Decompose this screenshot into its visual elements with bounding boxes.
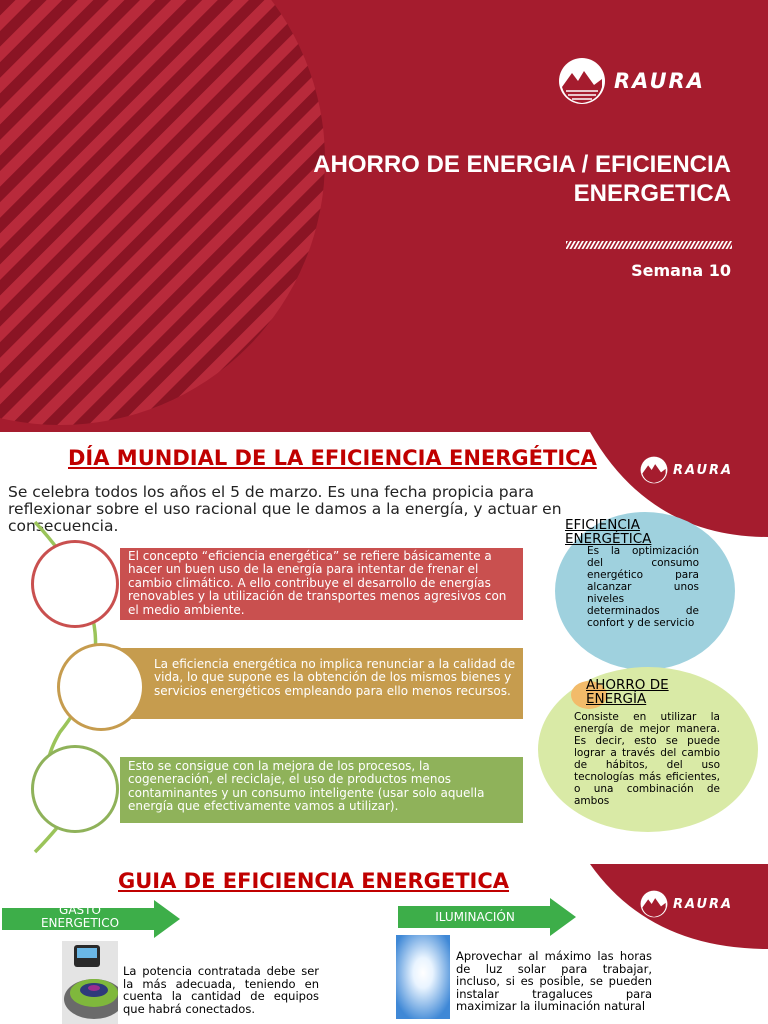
mountain-icon xyxy=(558,57,606,105)
efficiency-heading: EFICIENCIA ENERGÉTICA xyxy=(565,517,652,547)
brand-name: RAURA xyxy=(614,69,705,93)
brand-name: RAURA xyxy=(673,462,734,478)
process-text: Esto se consigue con la mejora de los procesos, la cogeneración, el reciclaje, el uso de productos menos contaminantes y un consumo inteligente (usar solo aquella energía que efectivamente vamos a utilizar). xyxy=(128,759,485,814)
title-slide xyxy=(0,0,768,432)
energy-meter-photo xyxy=(62,941,118,1024)
raura-logo-small xyxy=(640,890,733,918)
raura-logo xyxy=(558,57,705,105)
week-label: Semana 10 xyxy=(631,261,731,280)
energy-cost-label: GASTO ENERGETICO xyxy=(40,903,120,930)
circle-marker-red xyxy=(31,540,119,628)
quality-text: La eficiencia energética no implica renunciar a la calidad de vida, lo que supone es la obtención de los mismos bienes y servicios energéticos empleando para ello menos recursos. xyxy=(154,657,516,698)
quality-band xyxy=(120,648,523,719)
guide-heading: GUIA DE EFICIENCIA ENERGETICA xyxy=(118,869,510,893)
mountain-icon xyxy=(640,456,668,484)
saving-heading: AHORRO DE ENERGÍA xyxy=(586,677,669,707)
lighting-text: Aprovechar al máximo las horas de luz solar para trabajar, incluso, si es posible, se pueden instalar tragaluces para maximizar la iluminación natural xyxy=(456,949,652,1014)
world-day-slide xyxy=(0,432,768,864)
circle-marker-green xyxy=(31,745,119,833)
hatched-divider xyxy=(566,241,732,249)
energy-cost-text: La potencia contratada debe ser la más adecuada, teniendo en cuenta la cantidad de equipos que habrá conectados. xyxy=(123,964,319,1016)
intro-paragraph: Se celebra todos los años el 5 de marzo. Es una fecha propicia para reflexionar sobre el uso racional que le damos a la energía, y actuar en consecuencia. xyxy=(8,483,562,535)
raura-logo-small xyxy=(640,456,733,484)
mountain-icon xyxy=(640,890,668,918)
efficiency-text: Es la optimización del consumo energético para alcanzar unos niveles determinados de confort y de servicio xyxy=(587,545,699,629)
circle-marker-gold xyxy=(57,643,145,731)
process-band xyxy=(120,757,523,823)
slide-heading: DÍA MUNDIAL DE LA EFICIENCIA ENERGÉTICA xyxy=(68,446,597,470)
guide-slide xyxy=(0,864,768,1024)
brand-name: RAURA xyxy=(673,896,734,912)
saving-text: Consiste en utilizar la energía de mejor manera. Es decir, esto se puede lograr a través del cambio de hábitos, del uso tecnologías más eficientes, o una combinación de ambos xyxy=(574,711,720,807)
sun-icon xyxy=(396,935,450,1019)
sunlight-photo xyxy=(396,935,450,1019)
concept-band xyxy=(120,548,523,620)
meter-image xyxy=(62,941,118,1024)
lighting-label: ILUMINACIÓN xyxy=(435,910,515,924)
presentation-title: AHORRO DE ENERGIA / EFICIENCIA ENERGETICA xyxy=(313,151,731,207)
concept-text: El concepto “eficiencia energética” se refiere básicamente a hacer un buen uso de la energía para intentar de frenar el cambio climático. A ello contribuye el desarrollo de energías renovables y la utilización de transportes menos agresivos con el medio ambiente. xyxy=(128,549,507,617)
